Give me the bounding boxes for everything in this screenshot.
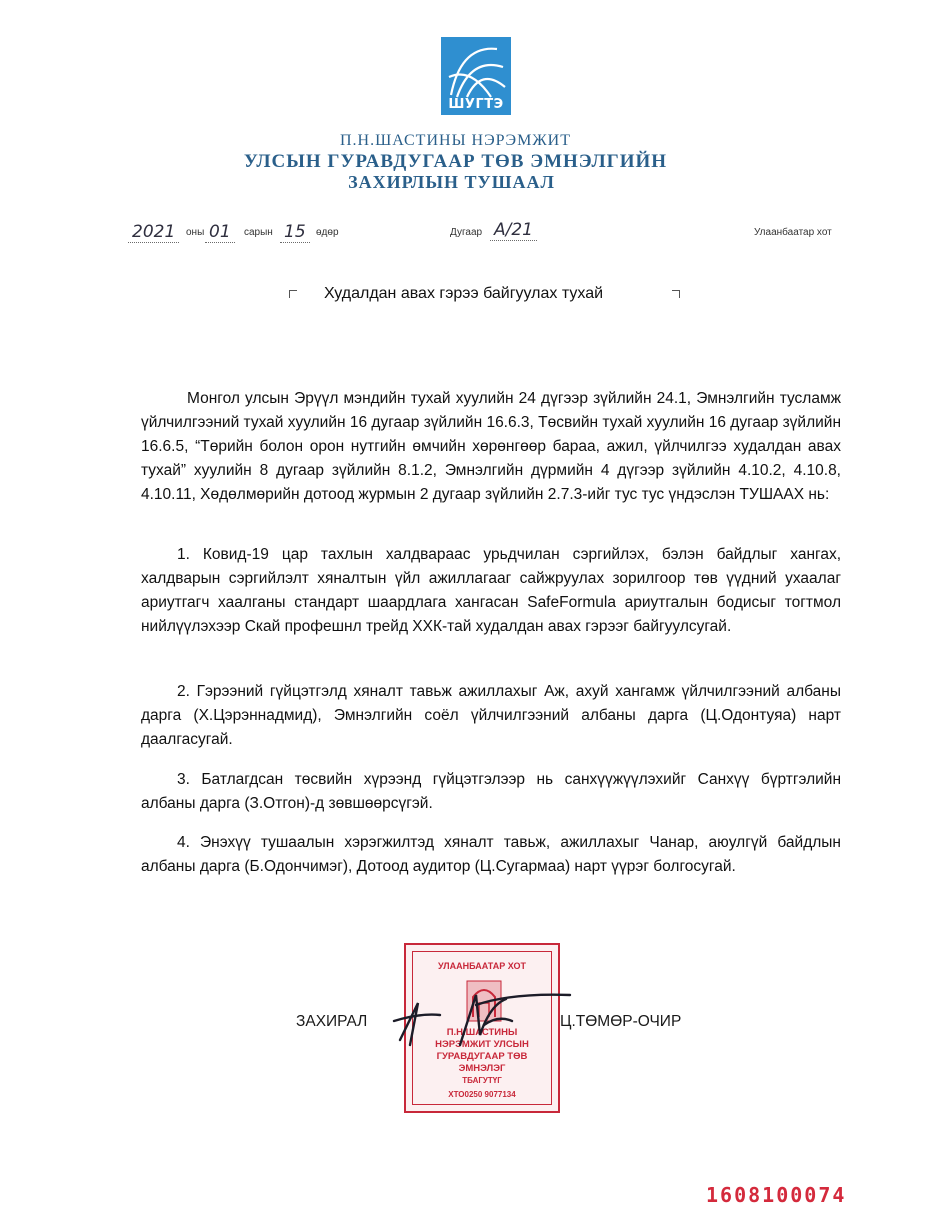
order-item-2: 2. Гэрээний гүйцэтгэлд хяналт тавьж ажиллахыг Аж, ахуй хангамж үйлчилгээний албаны дарга (Х.Цэрэннадмид), Эмнэлгийн соёл үйлчилгээний албаны дарга (Ц.Одонтуяа) нарт даалгасугай. <box>141 683 841 748</box>
header-order-title: ЗАХИРЛЫН ТУШААЛ <box>348 172 555 192</box>
handwritten-signature <box>380 985 580 1055</box>
stamp-line: ТБАГУТҮГ <box>462 1076 502 1085</box>
order-number: А/21 <box>490 220 537 241</box>
stamp-line: ГУРАВДУГААР ТӨВ <box>436 1051 528 1062</box>
date-day: 15 <box>280 222 310 243</box>
number-label: Дугаар <box>450 227 483 238</box>
order-item-1: 1. Ковид-19 цар тахлын халдвараас урьдчилан сэргийлэх, бэлэн байдлыг хангах, халдварын сэргийлэлт хяналтын үйл ажиллагааг сайжруулах зорилгоор төв үүдний ухаалаг ариутгагч хаалганы стандарт шаардлага хангасан SafeFormula ариутгалын бодисыг тогтмол нийлүүлэхээр Скай профешнл трейд ХХК-тай худалдан авах гэрээг байгуулсугай. <box>141 546 841 635</box>
header-subtitle: П.Н.ШАСТИНЫ НЭРЭМЖИТ <box>340 132 571 149</box>
date-month-label: сарын <box>244 227 273 238</box>
date-day-label: өдөр <box>316 227 339 238</box>
city-label: Улаанбаатар хот <box>754 227 832 238</box>
date-year: 2021 <box>128 222 179 243</box>
stamp-code: ХТО0250 9077134 <box>448 1090 516 1099</box>
stamp-line: П.Н.ШАСТИНЫ <box>446 1027 518 1038</box>
logo-text: ШУГТЭ <box>448 97 504 112</box>
stamp-line: НЭРЭМЖИТ УЛСЫН <box>435 1039 529 1050</box>
signatory-role: ЗАХИРАЛ <box>296 1013 368 1030</box>
document-title: Худалдан авах гэрээ байгуулах тухай <box>323 285 604 302</box>
order-item-4: 4. Энэхүү тушаалын хэрэгжилтэд хяналт тавьж, ажиллахыг Чанар, аюулгүй байдлын албаны дарга (Б.Одончимэг), Дотоод аудитор (Ц.Сугармаа) нарт үүрэг болгосугай. <box>141 834 841 875</box>
preamble-paragraph: Монгол улсын Эрүүл мэндийн тухай хуулийн 24 дүгээр зүйлийн 24.1, Эмнэлгийн тусламж үйлчилгээний тухай хуулийн 16 дугаар зүйлийн 16.6.3, Төсвийн тухай хуулийн 16 дугаар зүйлийн 16.6.5, “Төрийн болон орон нутгийн өмчийн хөрөнгөөр бараа, ажил, үйлчилгээ худалдан авах тухай” хуулийн 8 дугаар зүйлийн 8.1.2, Эмнэлгийн дүрмийн 4 дүгээр зүйлийн 4.10.2, 4.10.8, 4.10.11, Хөдөлмөрийн дотоод журмын 2 дугаар зүйлийн 2.7.3-ийг тус тус үндэслэн ТУШААХ нь: <box>141 390 841 503</box>
date-month: 01 <box>205 222 235 243</box>
stamp-line: ЭМНЭЛЭГ <box>458 1063 506 1074</box>
signatory-name: Ц.ТӨМӨР-ОЧИР <box>560 1013 682 1030</box>
hospital-logo <box>441 37 511 115</box>
date-row <box>0 222 927 244</box>
serial-number: 1608100074 <box>706 1183 847 1207</box>
header-main-title: УЛСЫН ГУРАВДУГААР ТӨВ ЭМНЭЛГИЙН <box>243 151 668 172</box>
stamp-top-text: УЛААНБААТАР ХОТ <box>438 961 526 971</box>
order-item-3: 3. Батлагдсан төсвийн хүрээнд гүйцэтгэлээр нь санхүүжүүлэхийг Санхүү бүртгэлийн албаны дарга (З.Отгон)-д зөвшөөрсүгэй. <box>141 771 841 812</box>
date-year-label: оны <box>186 227 205 238</box>
